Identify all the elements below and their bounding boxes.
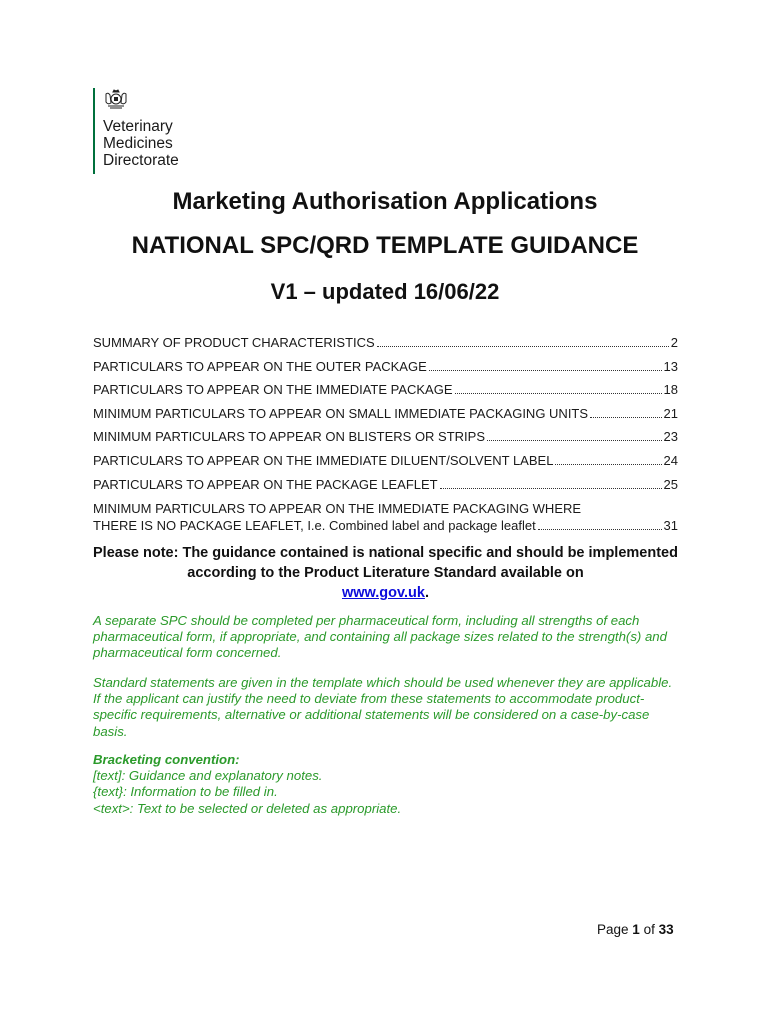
toc-label-line-1: MINIMUM PARTICULARS TO APPEAR ON THE IMMEDIATE PACKAGING WHERE bbox=[93, 501, 582, 517]
toc-page: 2 bbox=[670, 335, 678, 350]
guidance-note bbox=[93, 543, 678, 603]
toc-entry[interactable] bbox=[93, 429, 678, 453]
note-period: . bbox=[424, 585, 429, 601]
current-page: 1 bbox=[632, 922, 640, 937]
bracketing-convention bbox=[93, 752, 678, 817]
toc-label: MINIMUM PARTICULARS TO APPEAR ON SMALL IMMEDIATE PACKAGING UNITS bbox=[93, 405, 589, 421]
toc-leader bbox=[555, 454, 661, 465]
bracket-rule-2: {text}: Information to be filled in. bbox=[93, 784, 278, 800]
bracketing-heading: Bracketing convention: bbox=[93, 752, 240, 767]
logo-line-2: Medicines bbox=[103, 135, 173, 152]
toc-leader bbox=[590, 407, 661, 418]
toc-leader bbox=[538, 519, 662, 530]
toc-entry[interactable] bbox=[93, 477, 678, 501]
toc-leader bbox=[440, 478, 662, 489]
toc-page: 18 bbox=[663, 382, 678, 398]
page-number bbox=[597, 922, 674, 937]
vmd-logo bbox=[93, 88, 203, 174]
logo-line-3: Directorate bbox=[103, 152, 179, 169]
toc-entry[interactable] bbox=[93, 500, 678, 534]
of-word: of bbox=[643, 922, 655, 937]
bracket-rule-3: <text>: Text to be selected or deleted as appropriate. bbox=[93, 800, 402, 816]
total-pages: 33 bbox=[658, 922, 674, 937]
toc-page: 25 bbox=[663, 476, 678, 492]
toc-page: 24 bbox=[663, 452, 678, 468]
toc-leader bbox=[487, 430, 662, 441]
spc-guidance-paragraph: A separate SPC should be completed per pharmaceutical form, including all strengths of each pharmaceutical form, if appropriate, and containing all package sizes related to the strength(s) and pharmaceutical form concerned. bbox=[93, 613, 667, 661]
royal-coat-of-arms-icon bbox=[103, 88, 129, 110]
toc-page: 23 bbox=[663, 429, 678, 445]
document-title: Marketing Authorisation Applications bbox=[172, 188, 598, 215]
logo-green-bar bbox=[93, 88, 95, 174]
toc-entry[interactable] bbox=[93, 359, 678, 383]
toc-leader bbox=[377, 336, 669, 347]
toc-leader bbox=[455, 383, 662, 394]
toc-entry[interactable] bbox=[93, 335, 678, 359]
toc-label: PARTICULARS TO APPEAR ON THE IMMEDIATE PACKAGE bbox=[93, 382, 453, 398]
toc-page: 31 bbox=[663, 518, 678, 534]
table-of-contents bbox=[93, 335, 678, 534]
note-text: Please note: The guidance contained is national specific and should be implemented according to the Product Literature Standard available on bbox=[93, 545, 678, 581]
toc-label: PARTICULARS TO APPEAR ON THE IMMEDIATE DILUENT/SOLVENT LABEL bbox=[93, 452, 554, 468]
toc-label-line-2: THERE IS NO PACKAGE LEAFLET, I.e. Combined label and package leaflet bbox=[93, 518, 536, 534]
toc-page: 21 bbox=[663, 405, 678, 421]
document-subtitle: NATIONAL SPC/QRD TEMPLATE GUIDANCE bbox=[131, 232, 639, 259]
gov-uk-link[interactable]: www.gov.uk bbox=[341, 585, 425, 601]
toc-entry[interactable] bbox=[93, 382, 678, 406]
logo-line-1: Veterinary bbox=[103, 118, 173, 135]
toc-label: PARTICULARS TO APPEAR ON THE PACKAGE LEAFLET bbox=[93, 476, 438, 492]
logo-text bbox=[103, 118, 179, 169]
toc-label: SUMMARY OF PRODUCT CHARACTERISTICS bbox=[93, 335, 375, 350]
toc-entry[interactable] bbox=[93, 453, 678, 477]
bracket-rule-1: [text]: Guidance and explanatory notes. bbox=[93, 768, 323, 784]
toc-entry[interactable] bbox=[93, 406, 678, 430]
version-line: V1 – updated 16/06/22 bbox=[270, 279, 500, 304]
toc-leader bbox=[429, 360, 662, 371]
toc-label: MINIMUM PARTICULARS TO APPEAR ON BLISTERS OR STRIPS bbox=[93, 429, 486, 445]
toc-page: 13 bbox=[663, 358, 678, 374]
page-word: Page bbox=[597, 922, 629, 937]
toc-label: PARTICULARS TO APPEAR ON THE OUTER PACKAGE bbox=[93, 358, 427, 374]
standard-statements-paragraph: Standard statements are given in the template which should be used whenever they are applicable. If the applicant can justify the need to deviate from these statements to accommodate product-specific requirements, alternative or additional statements will be considered on a case-by-case basis. bbox=[93, 675, 673, 739]
